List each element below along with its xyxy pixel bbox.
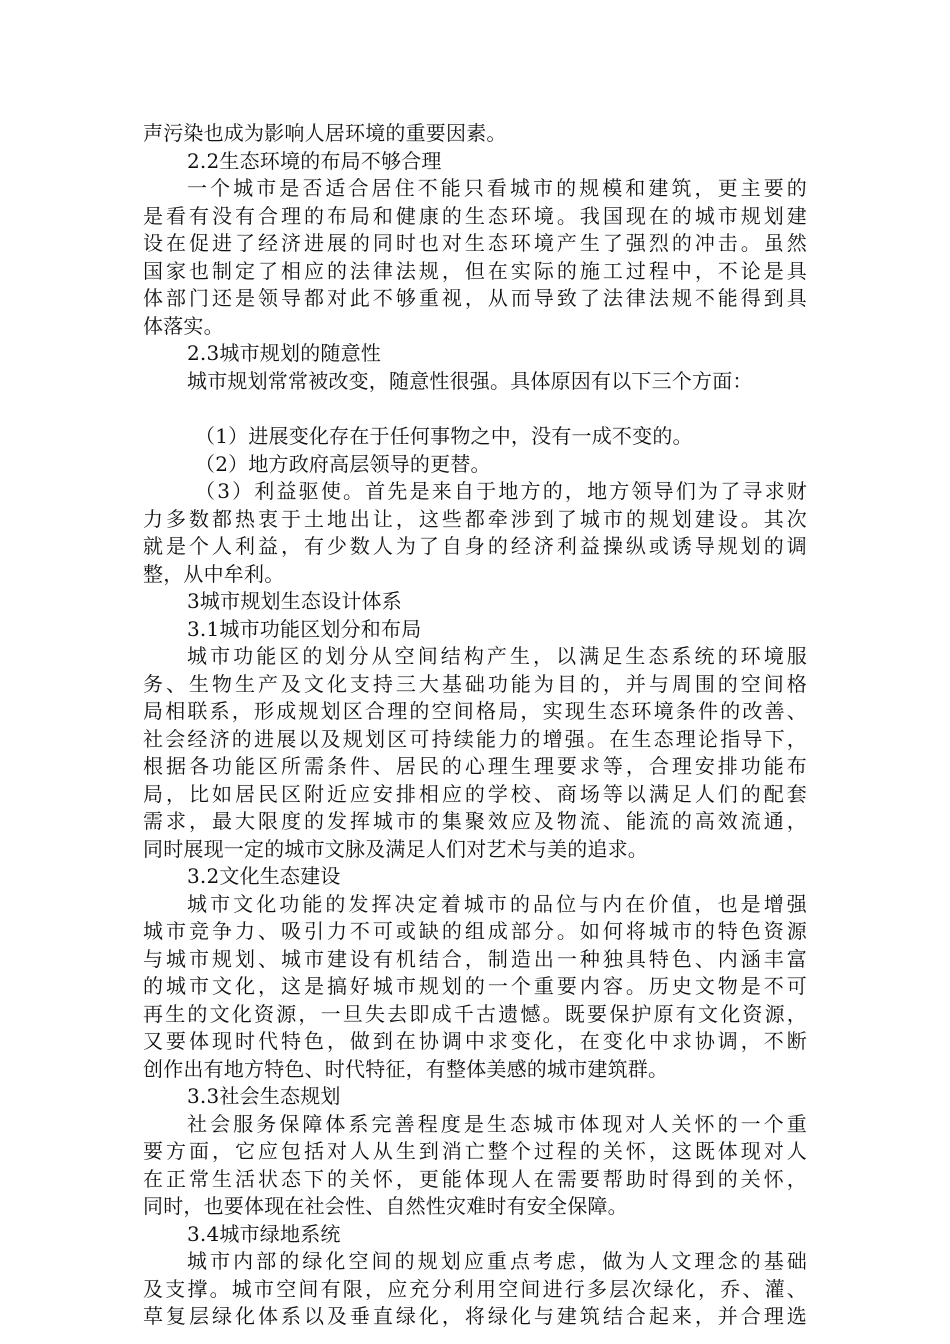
- paragraph-line: 草复层绿化体系以及垂直绿化，将绿化与建筑结合起来，并合理选: [143, 1304, 807, 1328]
- list-item: （2）地方政府高层领导的更替。: [195, 451, 491, 476]
- paragraph-line: 局相联系，形成规划区合理的空间格局，实现生态环境条件的改善、: [143, 699, 807, 723]
- paragraph-line: 城市竞争力、吸引力不可或缺的组成部分。如何将城市的特色资源: [143, 919, 807, 943]
- section-heading-3-2: 3.2文化生态建设: [187, 864, 341, 888]
- section-heading-2-3: 2.3城市规划的随意性: [187, 341, 382, 365]
- paragraph-line: 是看有没有合理的布局和健康的生态环境。我国现在的城市规划建: [143, 203, 807, 228]
- paragraph-line: 在正常生活状态下的关怀，更能体现人在需要帮助时得到的关怀，: [143, 1166, 807, 1191]
- section-heading-3-1: 3.1城市功能区划分和布局: [187, 616, 422, 641]
- paragraph-line: 城市内部的绿化空间的规划应重点考虑，做为人文理念的基础: [187, 1249, 807, 1273]
- paragraph-line: 力多数都热衷于土地出让，这些都牵涉到了城市的规划建设。其次: [143, 506, 807, 531]
- paragraph-line: 声污染也成为影响人居环境的重要因素。: [143, 121, 507, 145]
- section-heading-3: 3城市规划生态设计体系: [187, 589, 402, 613]
- paragraph-line: 城市规划常常被改变，随意性很强。具体原因有以下三个方面：: [187, 368, 753, 393]
- paragraph-line: 的城市文化，这是搞好城市规划的一个重要内容。历史文物是不可: [143, 974, 807, 998]
- paragraph-line: 就是个人利益，有少数人为了自身的经济利益操纵或诱导规划的调: [143, 534, 807, 558]
- paragraph-line: 整，从中牟利。: [143, 561, 285, 586]
- section-heading-2-2: 2.2生态环境的布局不够合理: [187, 148, 442, 173]
- paragraph-line: 又要体现时代特色，做到在协调中求变化，在变化中求协调，不断: [143, 1029, 807, 1053]
- paragraph-line: 国家也制定了相应的法律法规，但在实际的施工过程中，不论是具: [143, 258, 807, 283]
- paragraph-line: 要方面，它应包括对人从生到消亡整个过程的关怀，这既体现对人: [143, 1139, 807, 1163]
- paragraph-line: 同时，也要体现在社会性、自然性灾难时有安全保障。: [143, 1194, 628, 1218]
- paragraph-line: 务、生物生产及文化支持三大基础功能为目的，并与周围的空间格: [143, 671, 807, 696]
- paragraph-line: 体部门还是领导都对此不够重视，从而导致了法律法规不能得到具: [143, 286, 807, 310]
- paragraph-line: 城市文化功能的发挥决定着城市的品位与内在价值，也是增强: [187, 891, 807, 916]
- paragraph-line: 需求，最大限度的发挥城市的集聚效应及物流、能流的高效流通，: [143, 809, 807, 833]
- body-text: [143, 120, 807, 1331]
- paragraph-line: 与城市规划、城市建设有机结合，制造出一种独具特色、内涵丰富: [143, 946, 807, 971]
- list-item: （1）进展变化存在于任何事物之中，没有一成不变的。: [195, 424, 693, 448]
- paragraph-line: 再生的文化资源，一旦失去即成千古遗憾。既要保护原有文化资源，: [143, 1001, 807, 1026]
- paragraph-line: 设在促进了经济进展的同时也对生态环境产生了强烈的冲击。虽然: [143, 231, 807, 255]
- paragraph-gap: [143, 395, 807, 423]
- paragraph-line: 创作出有地方特色、时代特征，有整体美感的城市建筑群。: [143, 1056, 669, 1081]
- section-heading-3-3: 3.3社会生态规划: [187, 1084, 341, 1108]
- paragraph-line: 局，比如居民区附近应安排相应的学校、商场等以满足人们的配套: [143, 781, 807, 806]
- paragraph-line: 及支撑。城市空间有限，应充分利用空间进行多层次绿化，乔、灌、: [143, 1276, 807, 1301]
- section-heading-3-4: 3.4城市绿地系统: [187, 1221, 341, 1246]
- paragraph-line: 体落实。: [143, 313, 224, 338]
- paragraph-line: 社会服务保障体系完善程度是生态城市体现对人关怀的一个重: [187, 1111, 807, 1136]
- paragraph-line: 同时展现一定的城市文脉及满足人们对艺术与美的追求。: [143, 836, 648, 861]
- paragraph-line: 社会经济的进展以及规划区可持续能力的增强。在生态理论指导下，: [143, 726, 807, 751]
- paragraph-line: 一个城市是否适合居住不能只看城市的规模和建筑，更主要的: [187, 176, 807, 200]
- paragraph-line: 城市功能区的划分从空间结构产生，以满足生态系统的环境服: [187, 644, 807, 668]
- paragraph-line: 根据各功能区所需条件、居民的心理生理要求等，合理安排功能布: [143, 754, 807, 778]
- list-item: （3）利益驱使。首先是来自于地方的，地方领导们为了寻求财: [195, 479, 807, 503]
